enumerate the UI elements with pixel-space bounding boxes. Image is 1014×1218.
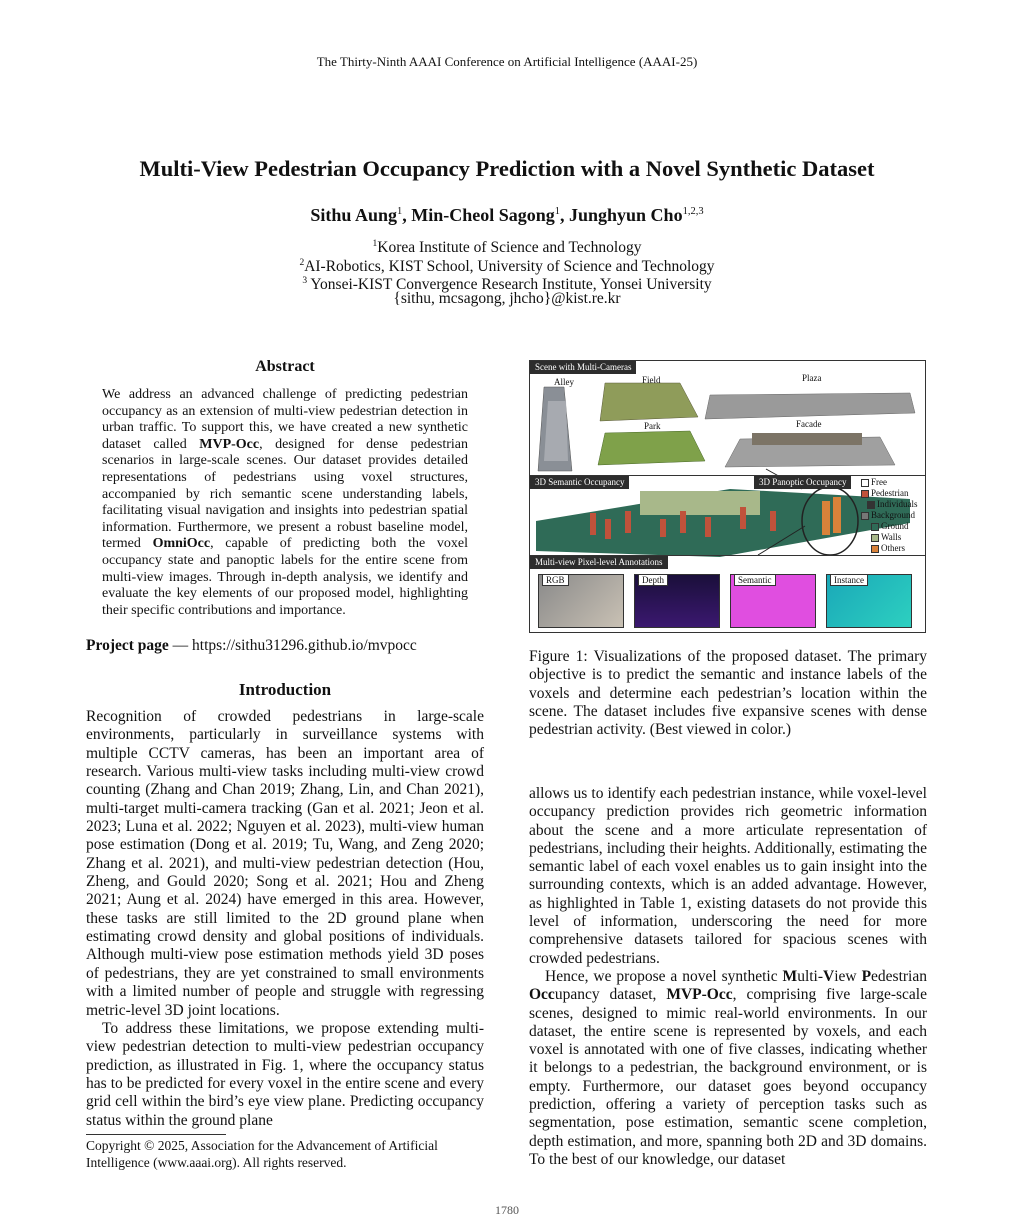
scene-label-alley: Alley (554, 377, 574, 387)
author-affil-mark: 1 (396, 206, 403, 217)
abstract-heading: Abstract (255, 358, 315, 375)
abstract-body: We address an advanced challenge of predicting pedestrian occupancy as an extension of multi-view pedestrian detection in urban traffic. To support this, we have created a new synthetic dataset called MVP-Occ, designed for dense pedestrian scenarios in large-scale scenes. Our dataset provides detailed representations of pedestrians using voxel structures, accompanied by rich semantic scene understanding labels, facilitating visual navigation and insights into pedestrian spatial information. Furthermore, we present a robust baseline model, termed OmniOcc, capable of predicting both the voxel occupancy state and panoptic labels for the entire scene from multi-view images. Through in-depth analysis, we identify and evaluate the key elements of our proposed model, highlighting their specific contributions and importance. (102, 387, 469, 618)
rgb-thumbnail: RGB (538, 574, 624, 628)
footnote-rule (86, 1134, 226, 1135)
figure-1 (529, 360, 926, 633)
scene-label-plaza: Plaza (802, 373, 822, 383)
background-swatch (861, 512, 869, 520)
walls-swatch (871, 534, 879, 542)
author-affil-mark: 1,2,3 (682, 206, 704, 217)
affiliation-2: $^2$AI-Robotics, KIST School, University of Science and Technology (299, 258, 715, 276)
project-page-label: Project page (86, 637, 169, 654)
copyright-footnote: Copyright © 2025, Association for the Advancement of Artificial Intelligence (www.aaai.org). All rights reserved. (86, 1138, 438, 1170)
paper-title: Multi-View Pedestrian Occupancy Prediction with a Novel Synthetic Dataset (139, 156, 875, 181)
individuals-swatch (867, 501, 875, 509)
author-name: Junghyun Cho (569, 205, 683, 225)
conference-header: The Thirty-Ninth AAAI Conference on Artificial Intelligence (AAAI-25) (316, 54, 698, 69)
intro-paragraph-1: Recognition of crowded pedestrians in large-scale environments, particularly in surveillance systems with multiple CCTV cameras, has been an important area of research. Various multi-view tasks including multi-view crowd counting (Zhang and Chan 2019; Zhang, Lin, and Chan 2021), multi-target multi-camera tracking (Gan et al. 2021; Jeon et al. 2023; Luna et al. 2022; Nguyen et al. 2023), multi-view human pose estimation (Dong et al. 2019; Tu, Wang, and Zeng 2020; Zhang et al. 2021), and multi-view pedestrian detection (Hou, Zheng, and Gould 2020; Song et al. 2021; Hou and Zheng 2021; Aung et al. 2024) have emerged in this area. However, these tasks are still limited to the 2D ground plane when estimating crowd density and global positions of individuals. Although multi-view pose estimation methods yield 3D poses of pedestrians, they are yet constrained to small environments with a limited number of people and struggle with regressing metric-level 3D joint locations. (86, 708, 484, 1019)
author-emails: {sithu, mcsagong, jhcho}@kist.re.kr (393, 290, 621, 307)
left-column-text (86, 708, 484, 1130)
depth-thumbnail: Depth (634, 574, 720, 628)
occupancy-legend: Free Pedestrian Individuals Background Ground Walls Others (861, 477, 918, 554)
intro-paragraph-4: Hence, we propose a novel synthetic Multi-View Pedestrian Occupancy dataset, MVP-Occ, comprising five large-scale scenes, designed to mimic real-world environments. In our dataset, the entire scene is represented by voxels, and each voxel is annotated with one of five classes, indicating whether it belongs to a pedestrian, the background environment, or is empty. Furthermore, our dataset goes beyond occupancy prediction, offering a variety of perception tasks such as segmentation, pose estimation, semantic scene completion, depth estimation, and more, spanning both 2D and 3D domains. To the best of our knowledge, our dataset (529, 967, 927, 1168)
intro-paragraph-2: To address these limitations, we propose extending multi-view pedestrian detection to multi-view pedestrian occupancy prediction, as illustrated in Fig. 1, where the occupancy status has to be predicted for every voxel in the entire scene and every grid cell within the bird’s eye view plane. Predicting occupancy status within the ground plane (86, 1019, 484, 1129)
author-list: Sithu Aung$^1$, Min-Cheol Sagong$^1$, Junghyun Cho$^{1,2,3}$ (310, 205, 704, 225)
author-name: Sithu Aung (310, 205, 397, 225)
scene-label-field: Field (642, 375, 661, 385)
scene-label-park: Park (644, 421, 661, 431)
scene-label-facade: Facade (796, 419, 822, 429)
others-swatch (871, 545, 879, 553)
project-page-line: Project page — https://sithu31296.github.io/mvpocc (86, 637, 417, 654)
semantic-panel-label: 3D Semantic Occupancy (530, 476, 629, 489)
author-affil-mark: 1 (554, 206, 560, 217)
ground-swatch (871, 523, 879, 531)
project-page-link[interactable]: https://sithu31296.github.io/mvpocc (192, 637, 417, 654)
affiliation-1: $^1$Korea Institute of Science and Technology (372, 239, 642, 257)
semantic-thumbnail: Semantic (730, 574, 816, 628)
panoptic-panel-label: 3D Panoptic Occupancy (754, 476, 851, 489)
intro-paragraph-3: allows us to identify each pedestrian instance, while voxel-level occupancy prediction provides rich geometric information about the scene and a more articulate representation of pedestrians, including their heights. Additionally, estimating the semantic label of each voxel enables us to gain insight into the surrounding contexts, which is an added advantage. However, as highlighted in Table 1, existing datasets do not provide this level of information, underscoring the need for more comprehensive datasets tailored for spacious scenes with crowded pedestrians. (529, 785, 927, 967)
instance-thumbnail: Instance (826, 574, 912, 628)
pedestrian-swatch (861, 490, 869, 498)
annotations-panel-label: Multi-view Pixel-level Annotations (530, 556, 668, 569)
figure-1-caption: Figure 1: Visualizations of the proposed dataset. The primary objective is to predict the semantic and instance labels of the voxels and determine each pedestrian’s location within the scene. The dataset includes five expansive scenes with dense pedestrian activity. (Best viewed in color.) (529, 648, 927, 739)
free-swatch (861, 479, 869, 487)
scenes-panel-label: Scene with Multi-Cameras (530, 361, 636, 374)
affiliation-3: $^3$ Yonsei-KIST Convergence Research Institute, Yonsei University (302, 276, 712, 294)
right-column-text (529, 785, 927, 1169)
introduction-heading: Introduction (238, 680, 332, 699)
author-name: Min-Cheol Sagong (411, 205, 555, 225)
page-number: 1780 (495, 1203, 519, 1217)
